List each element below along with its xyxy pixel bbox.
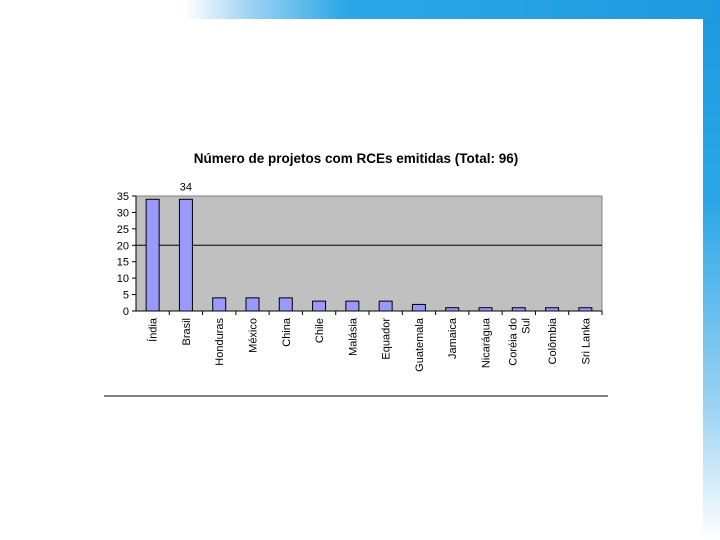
x-category-label: Guatemala: [413, 318, 426, 372]
y-tick-label: 35: [116, 191, 129, 203]
bar-8: [412, 304, 425, 311]
x-category-label: Honduras: [214, 318, 227, 366]
bar-1: [179, 199, 192, 311]
bar-4: [279, 298, 292, 311]
bar-3: [246, 298, 259, 311]
y-tick-label: 15: [116, 256, 129, 269]
x-category-label: México: [247, 318, 260, 353]
x-category-label: Sri Lanka: [580, 318, 593, 365]
x-category-label: Colômbia: [547, 318, 560, 365]
x-category-label: Coréia do: [507, 318, 520, 366]
y-tick-label: 5: [122, 289, 129, 302]
y-tick-label: 30: [116, 207, 129, 220]
y-tick-label: 25: [116, 223, 129, 236]
bar-0: [146, 199, 159, 311]
bar-5: [313, 301, 326, 311]
x-category-label: Malásia: [347, 318, 360, 356]
chart-title: Número de projetos com RCEs emitidas (Total: 96): [193, 151, 519, 166]
x-category-label: Jamaica: [447, 318, 460, 359]
x-category-label: Chile: [314, 318, 327, 344]
y-tick-label: 10: [116, 273, 129, 286]
y-tick-label: 0: [122, 306, 129, 318]
x-category-label: Sul: [520, 318, 533, 334]
x-category-label: Nicarágua: [480, 318, 493, 369]
x-category-label: Brasil: [180, 318, 193, 346]
x-category-label: Índia: [147, 318, 160, 342]
bar-2: [213, 298, 226, 311]
y-tick-label: 20: [116, 240, 129, 253]
x-category-label: China: [280, 318, 293, 347]
plot-area: [136, 196, 602, 311]
x-category-label: Equador: [380, 318, 393, 360]
data-label: 34: [179, 181, 193, 194]
bar-7: [379, 301, 392, 311]
bar-6: [346, 301, 359, 311]
